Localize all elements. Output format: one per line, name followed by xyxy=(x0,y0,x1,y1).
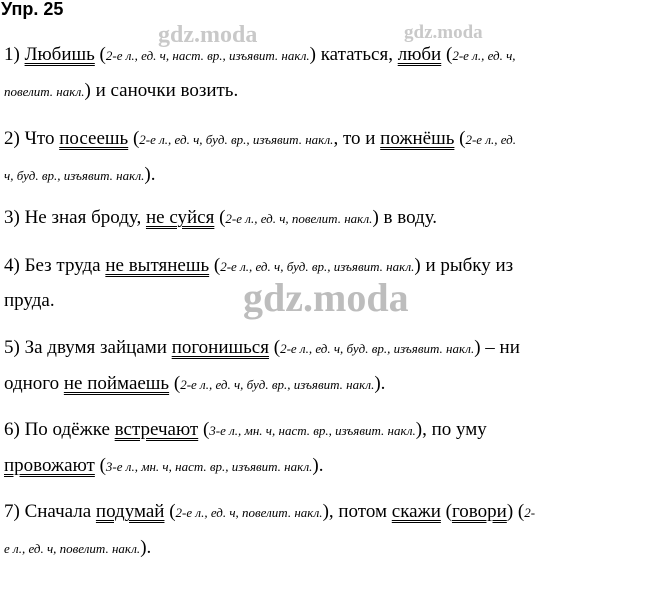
grammar-note: 2-е л., ед. ч, буд. вр., изъявит. накл. xyxy=(180,377,375,392)
grammar-note: 2-е л., ед. ч, повелит. накл. xyxy=(225,211,373,226)
grammar-note: 2-е л., ед. ч, наст. вр., изъявит. накл. xyxy=(105,48,310,63)
verb: не суйся xyxy=(145,207,215,228)
verb: посеешь xyxy=(59,128,129,149)
watermark-small-left: gdz.moda xyxy=(158,22,258,48)
item-7-line-2: е л., ед. ч, повелит. накл.). xyxy=(4,537,152,558)
item-7-line-1: 7) Сначала подумай (2-е л., ед. ч, повелит. накл.), потом скажи (говори) (2- xyxy=(4,501,536,522)
verb: погонишься xyxy=(171,337,269,358)
verb: говори xyxy=(451,501,507,522)
grammar-note: 2-е л., ед. ч, буд. вр., изъявит. накл. xyxy=(220,259,415,274)
grammar-note: 2- xyxy=(524,505,536,520)
verb: люби xyxy=(397,44,442,65)
grammar-note: 2-е л., ед. ч, xyxy=(452,48,516,63)
verb: Любишь xyxy=(24,44,95,65)
grammar-note: е л., ед. ч, повелит. накл. xyxy=(4,541,141,556)
verb: подумай xyxy=(95,501,165,522)
verb: провожают xyxy=(4,455,95,476)
item-6-line-1: 6) По одёжке встречают (3-е л., мн. ч, наст. вр., изъявит. накл.), по уму xyxy=(4,419,487,440)
item-3-line-1: 3) Не зная броду, не суйся (2-е л., ед. ч, повелит. накл.) в воду. xyxy=(4,207,438,228)
item-4-line-1: 4) Без труда не вытянешь (2-е л., ед. ч, буд. вр., изъявит. накл.) и рыбку из xyxy=(4,255,514,276)
verb: не вытянешь xyxy=(105,255,210,276)
item-2-line-1: 2) Что посеешь (2-е л., ед. ч, буд. вр., изъявит. накл., то и пожнёшь (2-е л., ед. xyxy=(4,128,517,149)
grammar-note: 2-е л., ед. ч, буд. вр., изъявит. накл. xyxy=(139,132,334,147)
item-2-line-2: ч, буд. вр., изъявит. накл.). xyxy=(4,164,156,185)
watermark-center: gdz.moda xyxy=(243,275,409,320)
grammar-note: 3-е л., мн. ч, наст. вр., изъявит. накл. xyxy=(209,423,416,438)
verb: не поймаешь xyxy=(63,373,170,394)
watermark-small-right: gdz.moda xyxy=(404,22,483,43)
item-5-line-1: 5) За двумя зайцами погонишься (2-е л., ед. ч, буд. вр., изъявит. накл.) – ни xyxy=(4,337,520,358)
item-5-line-2: одного не поймаешь (2-е л., ед. ч, буд. вр., изъявит. накл.). xyxy=(4,373,386,394)
item-4-line-2: пруда. xyxy=(4,290,55,311)
exercise-title: Упр. 25 xyxy=(1,0,64,19)
item-1-line-1: 1) Любишь (2-е л., ед. ч, наст. вр., изъявит. накл.) кататься, люби (2-е л., ед. ч, xyxy=(4,44,516,65)
grammar-note: 3-е л., мн. ч, наст. вр., изъявит. накл. xyxy=(105,459,313,474)
grammar-note: ч, буд. вр., изъявит. накл. xyxy=(4,168,145,183)
grammar-note: 2-е л., ед. xyxy=(465,132,517,147)
verb: пожнёшь xyxy=(380,128,455,149)
verb: встречают xyxy=(114,419,199,440)
grammar-note: 2-е л., ед. ч, буд. вр., изъявит. накл. xyxy=(280,341,475,356)
item-6-line-2: провожают (3-е л., мн. ч, наст. вр., изъявит. накл.). xyxy=(4,455,324,476)
grammar-note: 2-е л., ед. ч, повелит. накл. xyxy=(175,505,323,520)
verb: скажи xyxy=(391,501,441,522)
item-1-line-2: повелит. накл.) и саночки возить. xyxy=(4,80,239,101)
grammar-note: повелит. накл. xyxy=(4,84,85,99)
